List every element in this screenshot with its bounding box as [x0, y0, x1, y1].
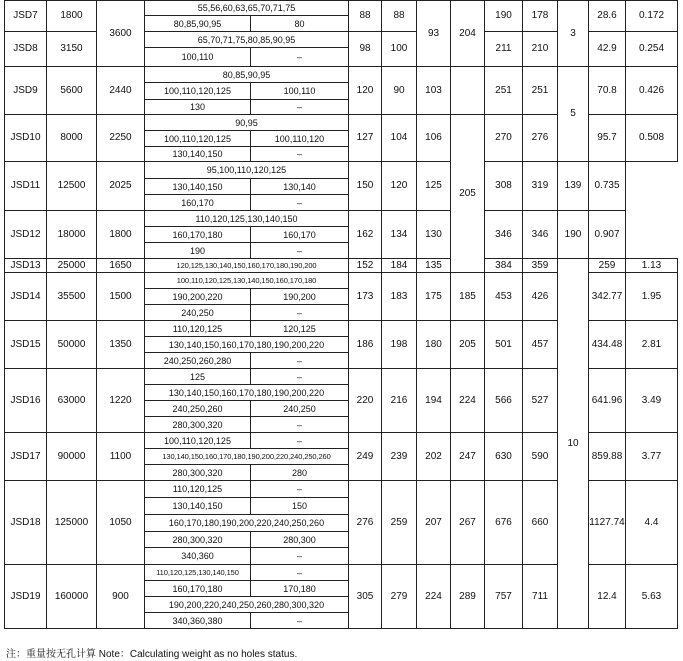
dim-cell: 207	[417, 481, 451, 565]
dim-cell: 173	[349, 273, 382, 321]
dim-cell: 251	[523, 67, 558, 115]
bore-cell: 240,250,260	[145, 401, 251, 417]
bore-cell: 80,85,90,95	[145, 16, 251, 32]
dim-cell: 711	[523, 565, 558, 629]
bore-cell: 240,250	[145, 305, 251, 321]
dim-cell: 210	[523, 32, 558, 67]
weight-cell: 70.8	[589, 67, 626, 115]
bore-cell: 190	[145, 243, 251, 259]
dim-cell: 426	[523, 273, 558, 321]
torque-cell: 18000	[47, 211, 97, 259]
torque-cell: 50000	[47, 321, 97, 369]
bore-cell: 280,300	[251, 532, 349, 548]
torque-cell: 25000	[47, 259, 97, 273]
dim-cell: 757	[485, 565, 523, 629]
bore-cell: –	[251, 369, 349, 385]
dim-cell: 88	[382, 1, 417, 32]
dim-cell: 198	[382, 321, 417, 369]
bore-cell: 280,300,320	[145, 532, 251, 548]
model-cell: JSD13	[5, 259, 47, 273]
speed-cell: 2250	[97, 115, 145, 162]
bore-cell: –	[251, 100, 349, 115]
model-cell: JSD18	[5, 481, 47, 565]
model-cell: JSD9	[5, 67, 47, 115]
inertia-cell: 1.95	[626, 273, 678, 321]
table-row-jsd11	[5, 162, 678, 179]
weight-cell: 28.6	[589, 1, 626, 32]
model-cell: JSD12	[5, 211, 47, 259]
model-cell: JSD7	[5, 1, 47, 32]
inertia-cell: 0.172	[626, 1, 678, 32]
dim-cell: 220	[349, 369, 382, 433]
dim-cell: 204	[451, 1, 485, 67]
dim-cell: 211	[485, 32, 523, 67]
torque-cell: 8000	[47, 115, 97, 162]
torque-cell: 63000	[47, 369, 97, 433]
dim-cell: 384	[485, 259, 523, 273]
model-cell: JSD11	[5, 162, 47, 211]
bore-cell: 190,200,220,240,250,260,280,300,320	[145, 597, 349, 613]
dim-cell: 88	[349, 1, 382, 32]
torque-cell: 125000	[47, 481, 97, 565]
bore-cell: –	[251, 195, 349, 211]
dim-cell: 276	[523, 115, 558, 162]
dim-cell: 5	[558, 67, 589, 162]
dim-cell: 175	[417, 273, 451, 321]
dim-cell: 305	[349, 565, 382, 629]
bore-cell: 150	[251, 498, 349, 515]
inertia-cell: 3.77	[626, 433, 678, 481]
inertia-cell: 2.81	[626, 321, 678, 369]
weight-cell: 190	[558, 211, 589, 259]
dim-cell: 359	[523, 259, 558, 273]
dim-cell: 224	[417, 565, 451, 629]
bore-cell: 160,170,180	[145, 581, 251, 597]
inertia-cell: 5.63	[626, 565, 678, 629]
dim-cell: 566	[485, 369, 523, 433]
dim-cell: 205	[451, 321, 485, 369]
dim-cell: 10	[558, 259, 589, 629]
bore-cell: 280,300,320	[145, 465, 251, 481]
dim-cell: 590	[523, 433, 558, 481]
speed-cell: 2440	[97, 67, 145, 115]
bore-cell: 190,200,220	[145, 289, 251, 305]
bore-cell: 130,140,150	[145, 498, 251, 515]
speed-cell: 1350	[97, 321, 145, 369]
bore-cell: 240,250,260,280	[145, 353, 251, 369]
coupling-spec-table	[4, 0, 678, 629]
dim-cell: 239	[382, 433, 417, 481]
bore-cell: 160,170	[251, 227, 349, 243]
table-row-jsd9	[5, 67, 678, 83]
dim-cell: 186	[349, 321, 382, 369]
dim-cell: 162	[349, 211, 382, 259]
dim-cell: 267	[451, 481, 485, 565]
inertia-cell: 4.4	[626, 481, 678, 565]
dim-cell: 90	[382, 67, 417, 115]
weight-cell: 641.96	[589, 369, 626, 433]
weight-cell: 259	[589, 259, 626, 273]
inertia-cell: 1.13	[626, 259, 678, 273]
bore-cell: 170,180	[251, 581, 349, 597]
bore-cell: 100,110,120,125	[145, 83, 251, 100]
bore-cell: –	[251, 305, 349, 321]
bore-cell: 130,140	[251, 179, 349, 195]
bore-cell: 110,120,125,130,140,150	[145, 211, 349, 227]
dim-cell: 104	[382, 115, 417, 162]
dim-cell: 289	[451, 565, 485, 629]
dim-cell: 676	[485, 481, 523, 565]
dim-cell: 184	[382, 259, 417, 273]
table-row-jsd12	[5, 211, 678, 227]
bore-cell: 130,140,150	[145, 179, 251, 195]
dim-cell: 224	[451, 369, 485, 433]
bore-cell: 130,140,150,160,170,180,190,200,220,240,250,260	[145, 449, 349, 465]
bore-cell: 100,110,120,125	[145, 131, 251, 147]
dim-cell: 130	[417, 211, 451, 259]
bore-cell: –	[251, 147, 349, 162]
inertia-cell: 0.508	[626, 115, 678, 162]
bore-cell: 340,360,380	[145, 613, 251, 629]
speed-cell: 1800	[97, 211, 145, 259]
speed-cell: 1500	[97, 273, 145, 321]
dim-cell: 630	[485, 433, 523, 481]
weight-cell: 1127.74	[589, 481, 626, 565]
torque-cell: 160000	[47, 565, 97, 629]
bore-cell: 110,120,125,130,140,150	[145, 565, 251, 581]
bore-cell: –	[251, 548, 349, 565]
torque-cell: 5600	[47, 67, 97, 115]
dim-cell: 501	[485, 321, 523, 369]
dim-cell: 93	[417, 1, 451, 67]
bore-cell: –	[251, 613, 349, 629]
table-row-jsd7	[5, 1, 678, 16]
weight-cell: 434.48	[589, 321, 626, 369]
speed-cell: 1100	[97, 433, 145, 481]
dim-cell: 660	[523, 481, 558, 565]
speed-cell: 1220	[97, 369, 145, 433]
bore-cell: 90,95	[145, 115, 349, 131]
bore-cell: 130,140,150	[145, 147, 251, 162]
bore-cell: 340,360	[145, 548, 251, 565]
bore-cell: 110,120,125	[145, 321, 251, 337]
torque-cell: 12500	[47, 162, 97, 211]
dim-cell: 457	[523, 321, 558, 369]
model-cell: JSD17	[5, 433, 47, 481]
dim-cell: 276	[349, 481, 382, 565]
speed-cell: 3600	[97, 1, 145, 67]
dim-cell: 127	[349, 115, 382, 162]
dim-cell: 183	[382, 273, 417, 321]
model-cell: JSD14	[5, 273, 47, 321]
dim-cell: 135	[417, 259, 451, 273]
dim-cell: 125	[417, 162, 451, 211]
bore-cell: –	[251, 243, 349, 259]
dim-cell: 120	[349, 67, 382, 115]
speed-cell: 1650	[97, 259, 145, 273]
dim-cell: 279	[382, 565, 417, 629]
model-cell: JSD10	[5, 115, 47, 162]
dim-cell: 100	[382, 32, 417, 67]
weight-cell: 859.88	[589, 433, 626, 481]
bore-cell: 100,110	[145, 48, 251, 67]
dim-cell: 527	[523, 369, 558, 433]
dim-cell: 249	[349, 433, 382, 481]
bore-cell: 280,300,320	[145, 417, 251, 433]
weight-cell: 12.4	[589, 565, 626, 629]
torque-cell: 3150	[47, 32, 97, 67]
bore-cell: 160,170,180,190,200,220,240,250,260	[145, 515, 349, 532]
speed-cell: 2025	[97, 162, 145, 211]
dim-cell: 185	[451, 273, 485, 321]
bore-cell: 130,140,150,160,170,180,190,200,220	[145, 337, 349, 353]
bore-cell: 100,110,120	[251, 131, 349, 147]
dim-cell: 319	[523, 162, 558, 211]
table-row-jsd13	[5, 259, 678, 273]
dim-cell: 216	[382, 369, 417, 433]
dim-cell: 98	[349, 32, 382, 67]
bore-cell: 80,85,90,95	[145, 67, 349, 83]
dim-cell: 120	[382, 162, 417, 211]
dim-cell: 247	[451, 433, 485, 481]
dim-cell: 150	[349, 162, 382, 211]
dim-cell: 180	[417, 321, 451, 369]
dim-cell: 270	[485, 115, 523, 162]
footnote: 注：重量按无孔计算 Note：Calculating weight as no holes status.	[6, 649, 298, 660]
bore-cell: 55,56,60,63,65,70,71,75	[145, 1, 349, 16]
dim-cell: 178	[523, 1, 558, 32]
inertia-cell: 3.49	[626, 369, 678, 433]
bore-cell: 125	[145, 369, 251, 385]
bore-cell: –	[251, 353, 349, 369]
dim-cell: 194	[417, 369, 451, 433]
torque-cell: 1800	[47, 1, 97, 32]
weight-cell: 42.9	[589, 32, 626, 67]
model-cell: JSD8	[5, 32, 47, 67]
model-cell: JSD19	[5, 565, 47, 629]
bore-cell: 100,110	[251, 83, 349, 100]
model-cell: JSD16	[5, 369, 47, 433]
bore-cell: –	[251, 433, 349, 449]
dim-cell: 106	[417, 115, 451, 162]
dim-cell: 205	[451, 115, 485, 273]
weight-cell: 139	[558, 162, 589, 211]
bore-cell: 100,110,120,125,130,140,150,160,170,180	[145, 273, 349, 289]
inertia-cell: 0.907	[589, 211, 626, 259]
bore-cell: 120,125	[251, 321, 349, 337]
bore-cell: 65,70,71,75,80,85,90,95	[145, 32, 349, 48]
inertia-cell: 0.426	[626, 67, 678, 115]
dim-cell: 346	[523, 211, 558, 259]
bore-cell: –	[251, 565, 349, 581]
dim-cell: 202	[417, 433, 451, 481]
torque-cell: 90000	[47, 433, 97, 481]
dim-cell: 453	[485, 273, 523, 321]
bore-cell: 120,125,130,140,150,160,170,180,190,200	[145, 259, 349, 273]
bore-cell: 110,120,125	[145, 481, 251, 498]
dim-cell: 134	[382, 211, 417, 259]
weight-cell: 342.77	[589, 273, 626, 321]
bore-cell: 100,110,120,125	[145, 433, 251, 449]
inertia-cell: 0.254	[626, 32, 678, 67]
bore-cell: –	[251, 481, 349, 498]
dim-cell: 152	[349, 259, 382, 273]
bore-cell: 130	[145, 100, 251, 115]
speed-cell: 1050	[97, 481, 145, 565]
bore-cell: –	[251, 417, 349, 433]
bore-cell: –	[251, 48, 349, 67]
bore-cell: 95,100,110,120,125	[145, 162, 349, 179]
model-cell: JSD15	[5, 321, 47, 369]
weight-cell: 95.7	[589, 115, 626, 162]
dim-cell: 251	[485, 67, 523, 115]
speed-cell: 900	[97, 565, 145, 629]
bore-cell: 240,250	[251, 401, 349, 417]
dim-cell: 103	[417, 67, 451, 115]
bore-cell: 280	[251, 465, 349, 481]
dim-cell: 3	[558, 1, 589, 67]
dim-cell: 259	[382, 481, 417, 565]
dim-cell: 190	[485, 1, 523, 32]
torque-cell: 35500	[47, 273, 97, 321]
inertia-cell: 0.735	[589, 162, 626, 211]
blank-cell	[451, 67, 485, 115]
bore-cell: 130,140,150,160,170,180,190,200,220	[145, 385, 349, 401]
dim-cell: 308	[485, 162, 523, 211]
bore-cell: 80	[251, 16, 349, 32]
bore-cell: 160,170	[145, 195, 251, 211]
bore-cell: 190,200	[251, 289, 349, 305]
dim-cell: 346	[485, 211, 523, 259]
bore-cell: 160,170,180	[145, 227, 251, 243]
